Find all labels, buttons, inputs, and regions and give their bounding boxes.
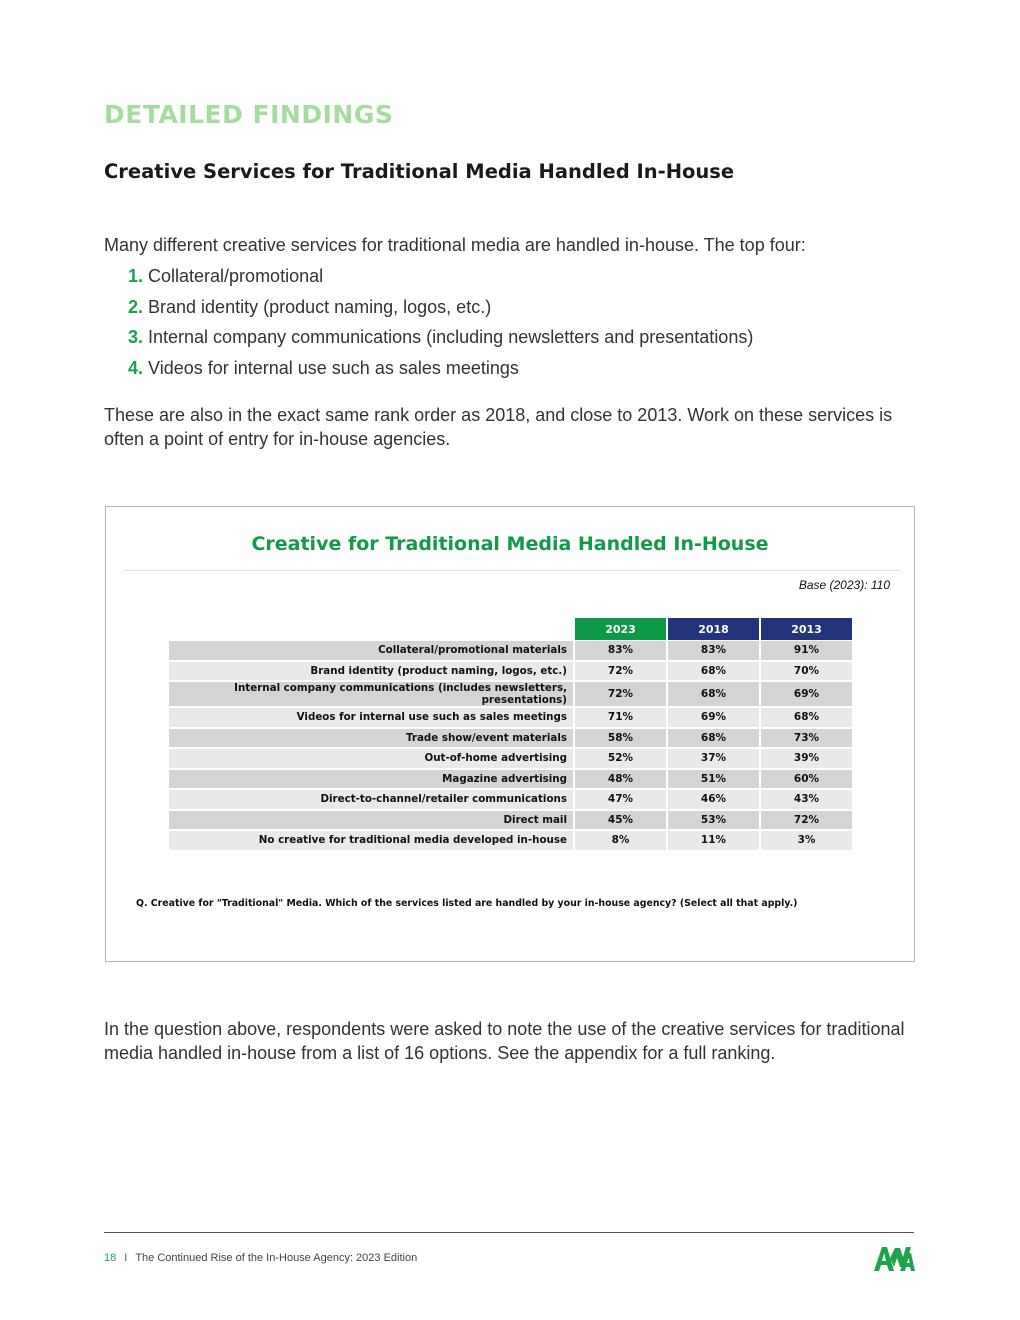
list-text: Internal company communications (including newsletters and presentations) [148, 327, 754, 348]
cell-2018: 53% [668, 810, 759, 831]
table-row [169, 789, 852, 810]
cell-2023: 8% [575, 830, 666, 851]
cell-2023: 71% [575, 707, 666, 728]
table-row [169, 707, 852, 728]
list-number: 1. [128, 266, 144, 286]
cell-2013: 43% [761, 789, 852, 810]
table-row [169, 830, 852, 851]
cell-2013: 72% [761, 810, 852, 831]
chart-frame [105, 506, 915, 962]
cell-2018: 69% [668, 707, 759, 728]
table-row [169, 769, 852, 790]
row-label: Direct mail [169, 810, 573, 831]
outro-paragraph: In the question above, respondents were asked to note the use of the creative services for traditional media handled in-house from a list of 16 options. See the appendix for a full ranking. [104, 1019, 905, 1063]
row-label: Trade show/event materials [169, 728, 573, 749]
list-number: 2. [128, 296, 144, 317]
row-label: Direct-to-channel/retailer communications [169, 789, 573, 810]
cell-2023: 72% [575, 681, 666, 707]
cell-2023: 58% [575, 728, 666, 749]
cell-2018: 37% [668, 748, 759, 769]
list-text: Collateral/promotional [148, 266, 324, 286]
cell-2013: 68% [761, 707, 852, 728]
column-header-2013: 2013 [761, 618, 852, 640]
cell-2018: 83% [668, 640, 759, 661]
list-text: Brand identity (product naming, logos, etc.) [148, 296, 492, 317]
table-row [169, 728, 852, 749]
cell-2023: 83% [575, 640, 666, 661]
column-header-2018: 2018 [668, 618, 759, 640]
list-item [128, 264, 753, 295]
cell-2013: 69% [761, 681, 852, 707]
table-row [169, 810, 852, 831]
cell-2023: 52% [575, 748, 666, 769]
row-label: Brand identity (product naming, logos, etc.) [169, 661, 573, 682]
list-item [128, 295, 753, 326]
rank-order-paragraph: These are also in the exact same rank order as 2018, and close to 2013. Work on these services is often a point of entry for in-house agencies. [104, 405, 893, 449]
top-four-list [128, 264, 753, 387]
cell-2013: 73% [761, 728, 852, 749]
cell-2018: 51% [668, 769, 759, 790]
table-row [169, 661, 852, 682]
chart-divider [123, 570, 901, 571]
table-header-row [169, 618, 852, 640]
table-header-blank [169, 618, 573, 640]
base-note: Base (2023): 110 [798, 578, 890, 592]
footer [104, 1252, 417, 1264]
cell-2023: 47% [575, 789, 666, 810]
table-row [169, 681, 852, 707]
list-number: 4. [128, 358, 144, 379]
cell-2018: 68% [668, 681, 759, 707]
survey-question: Q. Creative for "Traditional" Media. Which of the services listed are handled by your in-house agency? (Select all that apply.) [136, 898, 798, 909]
cell-2023: 45% [575, 810, 666, 831]
cell-2018: 68% [668, 661, 759, 682]
cell-2013: 91% [761, 640, 852, 661]
cell-2023: 72% [575, 661, 666, 682]
list-number: 3. [128, 327, 144, 348]
intro-paragraph: Many different creative services for traditional media are handled in-house. The top four: [104, 235, 806, 255]
ana-logo-icon [873, 1244, 915, 1272]
row-label: No creative for traditional media developed in-house [169, 830, 573, 851]
list-item [128, 325, 753, 356]
data-table [167, 618, 854, 851]
list-text: Videos for internal use such as sales meetings [148, 358, 519, 379]
row-label: Out-of-home advertising [169, 748, 573, 769]
table-row [169, 640, 852, 661]
section-label: DETAILED FINDINGS [104, 100, 394, 129]
cell-2013: 39% [761, 748, 852, 769]
cell-2023: 48% [575, 769, 666, 790]
cell-2013: 60% [761, 769, 852, 790]
list-item [128, 356, 753, 387]
cell-2018: 11% [668, 830, 759, 851]
row-label: Collateral/promotional materials [169, 640, 573, 661]
footer-divider [104, 1232, 914, 1233]
column-header-2023: 2023 [575, 618, 666, 640]
cell-2018: 68% [668, 728, 759, 749]
footer-separator: I [124, 1252, 128, 1264]
page-subheading: Creative Services for Traditional Media Handled In-House [104, 160, 735, 183]
row-label: Videos for internal use such as sales meetings [169, 707, 573, 728]
row-label: Internal company communications (includes newsletters, presentations) [169, 681, 573, 707]
cell-2013: 70% [761, 661, 852, 682]
row-label: Magazine advertising [169, 769, 573, 790]
cell-2018: 46% [668, 789, 759, 810]
table-row [169, 748, 852, 769]
page-number: 18 [104, 1252, 117, 1264]
publication-title: The Continued Rise of the In-House Agency: 2023 Edition [135, 1252, 418, 1264]
chart-title: Creative for Traditional Media Handled In-House [251, 533, 769, 555]
cell-2013: 3% [761, 830, 852, 851]
